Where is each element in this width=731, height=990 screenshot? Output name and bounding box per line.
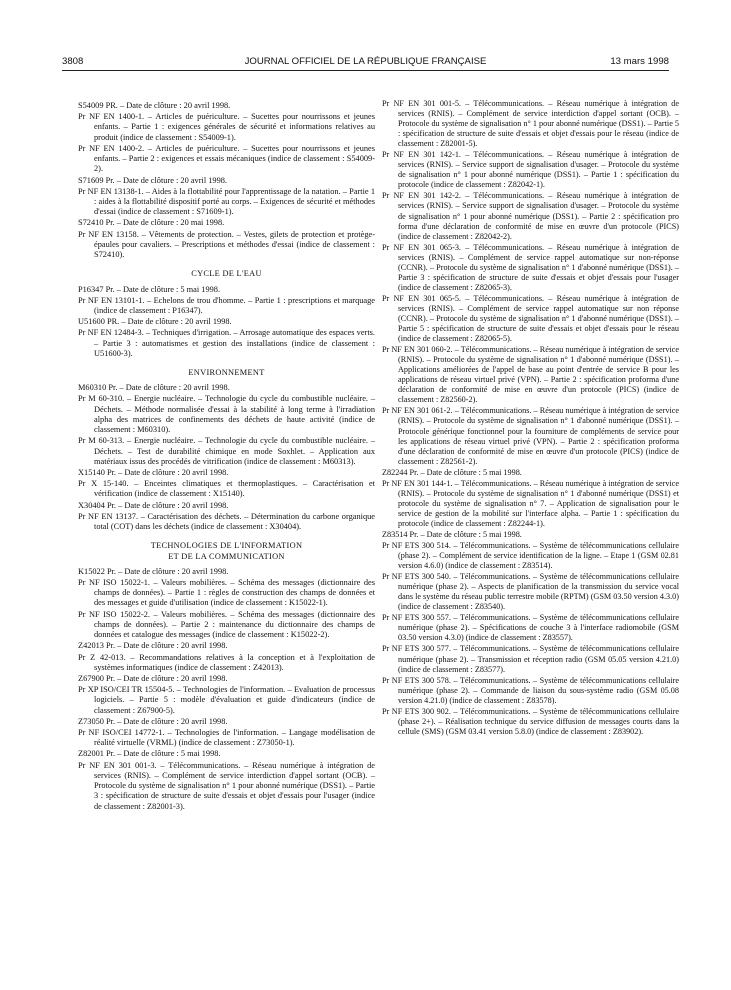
standard-entry: Pr NF EN 301 001-5. – Télécommunications. – Réseau numérique à intégration de services (RNIS). – Complément de service interdiction d'appel sortant (OCB). – Protocole du système de signalisation n° 1 pour abonné numérique (DSS1). – Partie 5 : spécification de structure de suite d'essais et objet d'essais pour le réseau (indice de classement : Z82001-5). bbox=[382, 99, 679, 149]
standard-entry: M60310 Pr. – Date de clôture : 20 avril 1998. bbox=[78, 383, 230, 393]
standard-entry: Pr NF EN 1400-1. – Articles de puériculture. – Sucettes pour nourrissons et jeunes enfants. – Partie 1 : exigences générales de sécurité et informations relatives au produit (indice de classement : S54009-1). bbox=[78, 112, 375, 142]
standard-entry: Pr NF EN 13137. – Caractérisation des déchets. – Détermination du carbone organique total (COT) dans les déchets (indice de classement : X30404). bbox=[78, 511, 375, 532]
standard-entry: U51600 PR. – Date de clôture : 20 avril 1998. bbox=[78, 317, 232, 327]
standard-entry: Pr NF ISO 15022-2. – Valeurs mobilières. – Schéma des messages (dictionnaire des champs de données). – Partie 2 : maintenance du dictionnaire des champs de données et catalogue des messages (indice de classement : K15022-2). bbox=[78, 609, 375, 640]
left-column bbox=[78, 101, 375, 813]
standard-entry: Pr NF EN 13101-1. – Echelons de trou d'homme. – Partie 1 : prescriptions et marquage (indice de classement : P16347). bbox=[78, 295, 375, 315]
standard-entry: Z67900 Pr. – Date de clôture : 20 avril 1998. bbox=[78, 673, 228, 683]
standard-entry: X15140 Pr. – Date de clôture : 20 avril 1998. bbox=[78, 468, 229, 477]
standard-entry: X30404 Pr. – Date de clôture : 20 avril 1998. bbox=[78, 500, 229, 510]
publication-date: 13 mars 1998 bbox=[610, 56, 669, 67]
standard-entry: Z73050 Pr. – Date de clôture : 20 avril 1998. bbox=[78, 716, 228, 726]
standard-entry: Pr NF ETS 300 578. – Télécommunications. – Système de télécommunications cellulaire numérique (phase 2). – Commande de liaison du sous-système radio (GSM 05.08 version 4.21.0) (indice de classement : Z83578). bbox=[382, 675, 679, 705]
standard-entry: Pr M 60-313. – Energie nucléaire. – Technologie du cycle du combustible nucléaire. – Déchets. – Test de durabilité chimique en mode Soxhlet. – Application aux matériaux issus des procédés de vitrification (indice de classement : M60313). bbox=[78, 436, 375, 466]
standard-entry: Pr NF ETS 300 577. – Télécommunications. – Système de télécommunications cellulaire numérique (phase 2). – Transmission et réception radio (GSM 05.05 version 4.21.0) (indice de classement : Z83577). bbox=[382, 644, 679, 674]
standard-entry: Pr XP ISO/CEI TR 15504-5. – Technologies de l'information. – Evaluation de processus logiciels. – Partie 5 : modèle d'évaluation et guide d'indicateurs (indice de classement : Z67900-5). bbox=[78, 685, 375, 715]
page-header bbox=[62, 54, 669, 71]
standard-entry: Pr NF EN 301 061-2. – Télécommunications. – Réseau numérique à intégration de service (RNIS). – Protocole du système de signalisation n° 1 d'abonné numérique (DSS1). – Protocole générique fonctionnel pour la fourniture de compléments de service pour les applications de réseau virtuel privé (VPN). – Partie 2 : spécification proforma d'une déclaration de conformité de mise en œuvre d'un protocole (PICS) (indice de classement : Z82561-2). bbox=[382, 406, 679, 466]
standard-entry: Pr NF EN 13158. – Vêtements de protection. – Vestes, gilets de protection et protège-épaules pour cavaliers. – Prescriptions et méthodes d'essai (indice de classement : S72410). bbox=[78, 229, 375, 260]
standard-entry: Z82244 Pr. – Date de clôture : 5 mai 1998. bbox=[382, 467, 522, 477]
journal-title: JOURNAL OFFICIEL DE LA RÉPUBLIQUE FRANÇAISE bbox=[244, 56, 487, 67]
section-heading: TECHNOLOGIES DE L'INFORMATION ET DE LA COMMUNICATION bbox=[150, 541, 303, 561]
standard-entry: Z83514 Pr. – Date de clôture : 5 mai 1998. bbox=[382, 529, 522, 539]
standard-entry: S54009 PR. – Date de clôture : 20 avril 1998. bbox=[78, 101, 231, 110]
standard-entry: Pr NF EN 301 065-5. – Télécommunications. – Réseau numérique à intégration de services (RNIS). – Complément de service rappel automatique sur non réponse (CCNR). – Protocole du système de signalisation n° 1 d'abonné numérique (DSS1). – Partie 5 : spécification de structure de suite d'essais et objet d'essais pour le réseau (indice de classement : Z82065-5). bbox=[382, 293, 679, 344]
section-heading: ENVIRONNEMENT bbox=[188, 368, 265, 378]
standard-entry: K15022 Pr. – Date de clôture : 20 avril 1998. bbox=[78, 566, 229, 576]
standard-entry: Pr X 15-140. – Enceintes climatiques et thermoplastiques. – Caractérisation et vérification (indice de classement : X15140). bbox=[78, 479, 375, 499]
standard-entry: Pr NF EN 301 142-2. – Télécommunications. – Réseau numérique à intégration de services (RNIS). – Service support de signalisation d'usager. – Protocole du système de signalisation n° 1 pour abonné numérique (DSS1). – Partie 2 : spécification pro forma d'une déclaration de conformité de mise en œuvre d'un protocole (PICS) (indice de classement : Z82042-2). bbox=[382, 191, 679, 241]
standard-entry: Pr NF EN 301 065-3. – Télécommunications. – Réseau numérique à intégration de services (RNIS). – Complément de service rappel automatique sur non-réponse (CCNR). – Protocole du système de signalisation n° 1 d'abonné numérique (DSS1). – Partie 3 : spécification de structure de suite d'essais et objet d'essais pour l'usager (indice de classement : Z82065-3). bbox=[382, 242, 679, 292]
standard-entry: Pr NF EN 301 001-3. – Télécommunications. – Réseau numérique à intégration de services (RNIS). – Complément de service interdiction d'appel sortant (OCB). – Protocole du système de signalisation n° 1 pour abonné numérique (DSS1). – Partie 3 : spécification de structure de suite d'essais et objet d'essais pour l'usager (indice de classement : Z82001-3). bbox=[78, 760, 375, 811]
standard-entry: Pr NF ISO 15022-1. – Valeurs mobilières. – Schéma des messages (dictionnaire des champs de données). – Partie 1 : règles de construction des champs de données et des messages et guide d'utilisation (indice de classement : K15022-1). bbox=[78, 577, 375, 608]
standard-entry: Pr NF EN 13138-1. – Aides à la flottabilité pour l'apprentissage de la natation. – Partie 1 : aides à la flottabilité dispositif porté au corps. – Exigences de sécurité et méthodes d'essai (indice de classement : S71609-1). bbox=[78, 186, 375, 217]
right-column bbox=[382, 99, 679, 738]
standard-entry: P16347 Pr. – Date de clôture : 5 mai 1998. bbox=[78, 284, 221, 294]
standard-entry: Pr Z 42-013. – Recommandations relatives à la conception et à l'exploitation de systèmes informatiques (indice de classement : Z42013). bbox=[78, 652, 375, 672]
standard-entry: Z42013 Pr. – Date de clôture : 20 avril 1998. bbox=[78, 641, 228, 651]
standard-entry: Pr NF ETS 300 902. – Télécommunications. – Système de télécommunications cellulaire (phase 2+). – Réalisation technique du service diffusion de messages courts dans la cellule (SMS) (GSM 03.41 version 5.8.0) (indice de classement : Z83902). bbox=[382, 706, 679, 736]
standard-entry: Pr NF EN 301 060-2. – Télécommunications. – Réseau numérique à intégration de service (RNIS). – Protocole du système de signalisation n° 1 d'abonné numérique (DSS1). – Applications améliorées de l'appel de base au point d'entrée de service B pour les applications de réseau virtuel privé (VPN). – Partie 2 : spécification proforma d'une déclaration de conformité de mise en œuvre d'un protocole (PICS) (indice de classement : Z82560-2). bbox=[382, 345, 679, 405]
standard-entry: S72410 Pr. – Date de clôture : 20 mai 1998. bbox=[78, 218, 225, 228]
standard-entry: Pr NF ISO/CEI 14772-1. – Technologies de l'information. – Langage modélisation de réalité virtuelle (VRML) (indice de classement : Z73050-1). bbox=[78, 728, 375, 748]
standard-entry: Pr NF EN 301 144-1. – Télécommunications. – Réseau numérique à intégration de service (RNIS). – Protocole du système de signalisation n° 1 d'abonné numérique (DSS1) et protocole du système de signalisation n° 7. – Application de signalisation pour le service de gestion de la mobilité sur l'interface alpha. – Partie 1 : spécification du protocole (indice de classement : Z82244-1). bbox=[382, 478, 679, 528]
standard-entry: Pr NF EN 301 142-1. – Télécommunications. – Réseau numérique à intégration de services (RNIS). – Service support de signalisation d'usager. – Protocole du système de signalisation n° 1 pour abonné numérique (DSS1). – Partie 1 : spécification du protocole (indice de classement : Z82042-1). bbox=[382, 150, 679, 190]
standard-entry: Z82001 Pr. – Date de clôture : 5 mai 1998. bbox=[78, 749, 221, 759]
standard-entry: Pr NF ETS 300 514. – Télécommunications. – Système de télécommunications cellulaire (phase 2). – Complément de service identification de la ligne. – Etape 1 (GSM 02.81 version 4.6.0) (indice de classement : Z83514). bbox=[382, 541, 679, 571]
standard-entry: Pr NF EN 1400-2. – Articles de puériculture. – Sucettes pour nourrissons et jeunes enfants. – Partie 2 : exigences et essais mécaniques (indice de classement : S54009-2). bbox=[78, 143, 375, 174]
standard-entry: Pr M 60-310. – Energie nucléaire. – Technologie du cycle du combustible nucléaire. – Déchets. – Méthode normalisée d'essai à la stabilité à long terme à l'irradiation alpha des matrices de confinements des déchets de haute activité (indice de classement : M60310). bbox=[78, 394, 375, 435]
section-heading: CYCLE DE L'EAU bbox=[191, 269, 262, 279]
standard-entry: S71609 Pr. – Date de clôture : 20 avril 1998. bbox=[78, 175, 228, 185]
standard-entry: Pr NF ETS 300 540. – Télécommunications. – Système de télécommunications cellulaire numérique (phase 2). – Aspects de planification de la transmission du service vocal dans le système du réseau public terrestre mobile (RPTM) (GSM 03.50 version 4.3.0) (indice de classement : Z83540). bbox=[382, 572, 679, 612]
page-number: 3808 bbox=[62, 56, 84, 67]
standard-entry: Pr NF EN 12484-3. – Techniques d'irrigation. – Arrosage automatique des espaces verts. – Partie 3 : automatismes et gestion des installations (indice de classement : U51600-3). bbox=[78, 328, 375, 358]
standard-entry: Pr NF ETS 300 557. – Télécommunications. – Système de télécommunications cellulaire numérique (phase 2). – Spécifications de couche 3 à l'interface radiomobile (GSM 03.50 version 4.3.0) (indice de classement : Z83557). bbox=[382, 613, 679, 643]
